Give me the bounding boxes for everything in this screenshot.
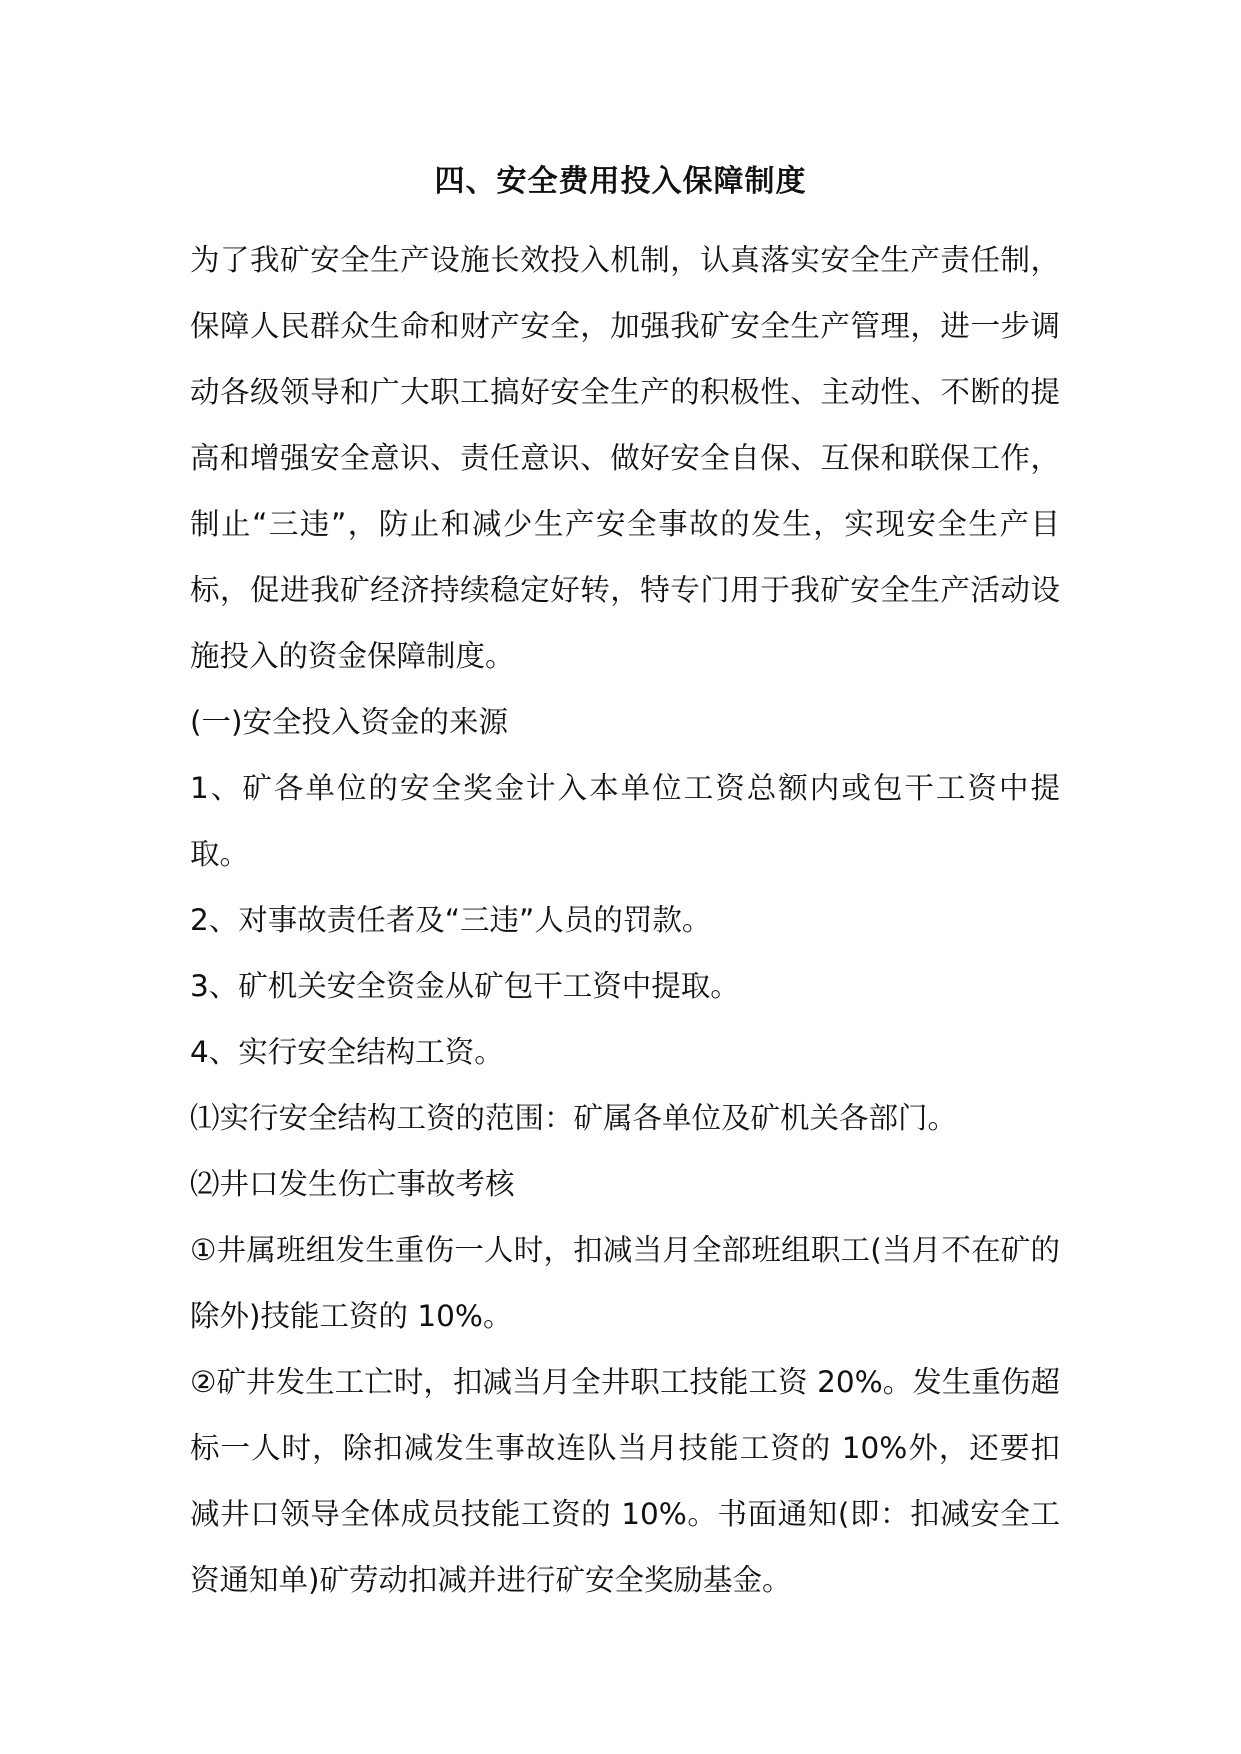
- list-item: 2、对事故责任者及“三违”人员的罚款。: [190, 903, 712, 937]
- section-heading: (一)安全投入资金的来源: [190, 705, 509, 739]
- sub-list-item: ⑴实行安全结构工资的范围：矿属各单位及矿机关各部门。: [190, 1101, 958, 1135]
- document-title: 四、安全费用投入保障制度: [434, 164, 807, 199]
- intro-paragraph: 为了我矿安全生产设施长效投入机制，认真落实安全生产责任制，保障人民群众生命和财产安全，加强我矿安全生产管理，进一步调动各级领导和广大职工搞好安全生产的积极性、主动性、不断的提高和增强安全意识、责任意识、做好安全自保、互保和联保工作，制止“三违”，防止和减少生产安全事故的发生，实现安全生产目标，促进我矿经济持续稳定好转，特专门用于我矿安全生产活动设施投入的资金保障制度。: [190, 243, 1060, 673]
- document-body: [190, 227, 1060, 1613]
- list-item: 4、实行安全结构工资。: [190, 1035, 504, 1069]
- rule-item: ②矿井发生工亡时，扣减当月全井职工技能工资 20%。发生重伤超标一人时，除扣减发生事故连队当月技能工资的 10%外，还要扣减井口领导全体成员技能工资的 10%。书面通知(即：扣减安全工资通知单)矿劳动扣减并进行矿安全奖励基金。: [190, 1365, 1060, 1597]
- list-item: 3、矿机关安全资金从矿包干工资中提取。: [190, 969, 740, 1003]
- rule-item: ①井属班组发生重伤一人时，扣减当月全部班组职工(当月不在矿的除外)技能工资的 10%。: [190, 1233, 1060, 1333]
- list-item: 1、矿各单位的安全奖金计入本单位工资总额内或包干工资中提取。: [190, 771, 1060, 871]
- sub-list-item: ⑵井口发生伤亡事故考核: [190, 1167, 515, 1201]
